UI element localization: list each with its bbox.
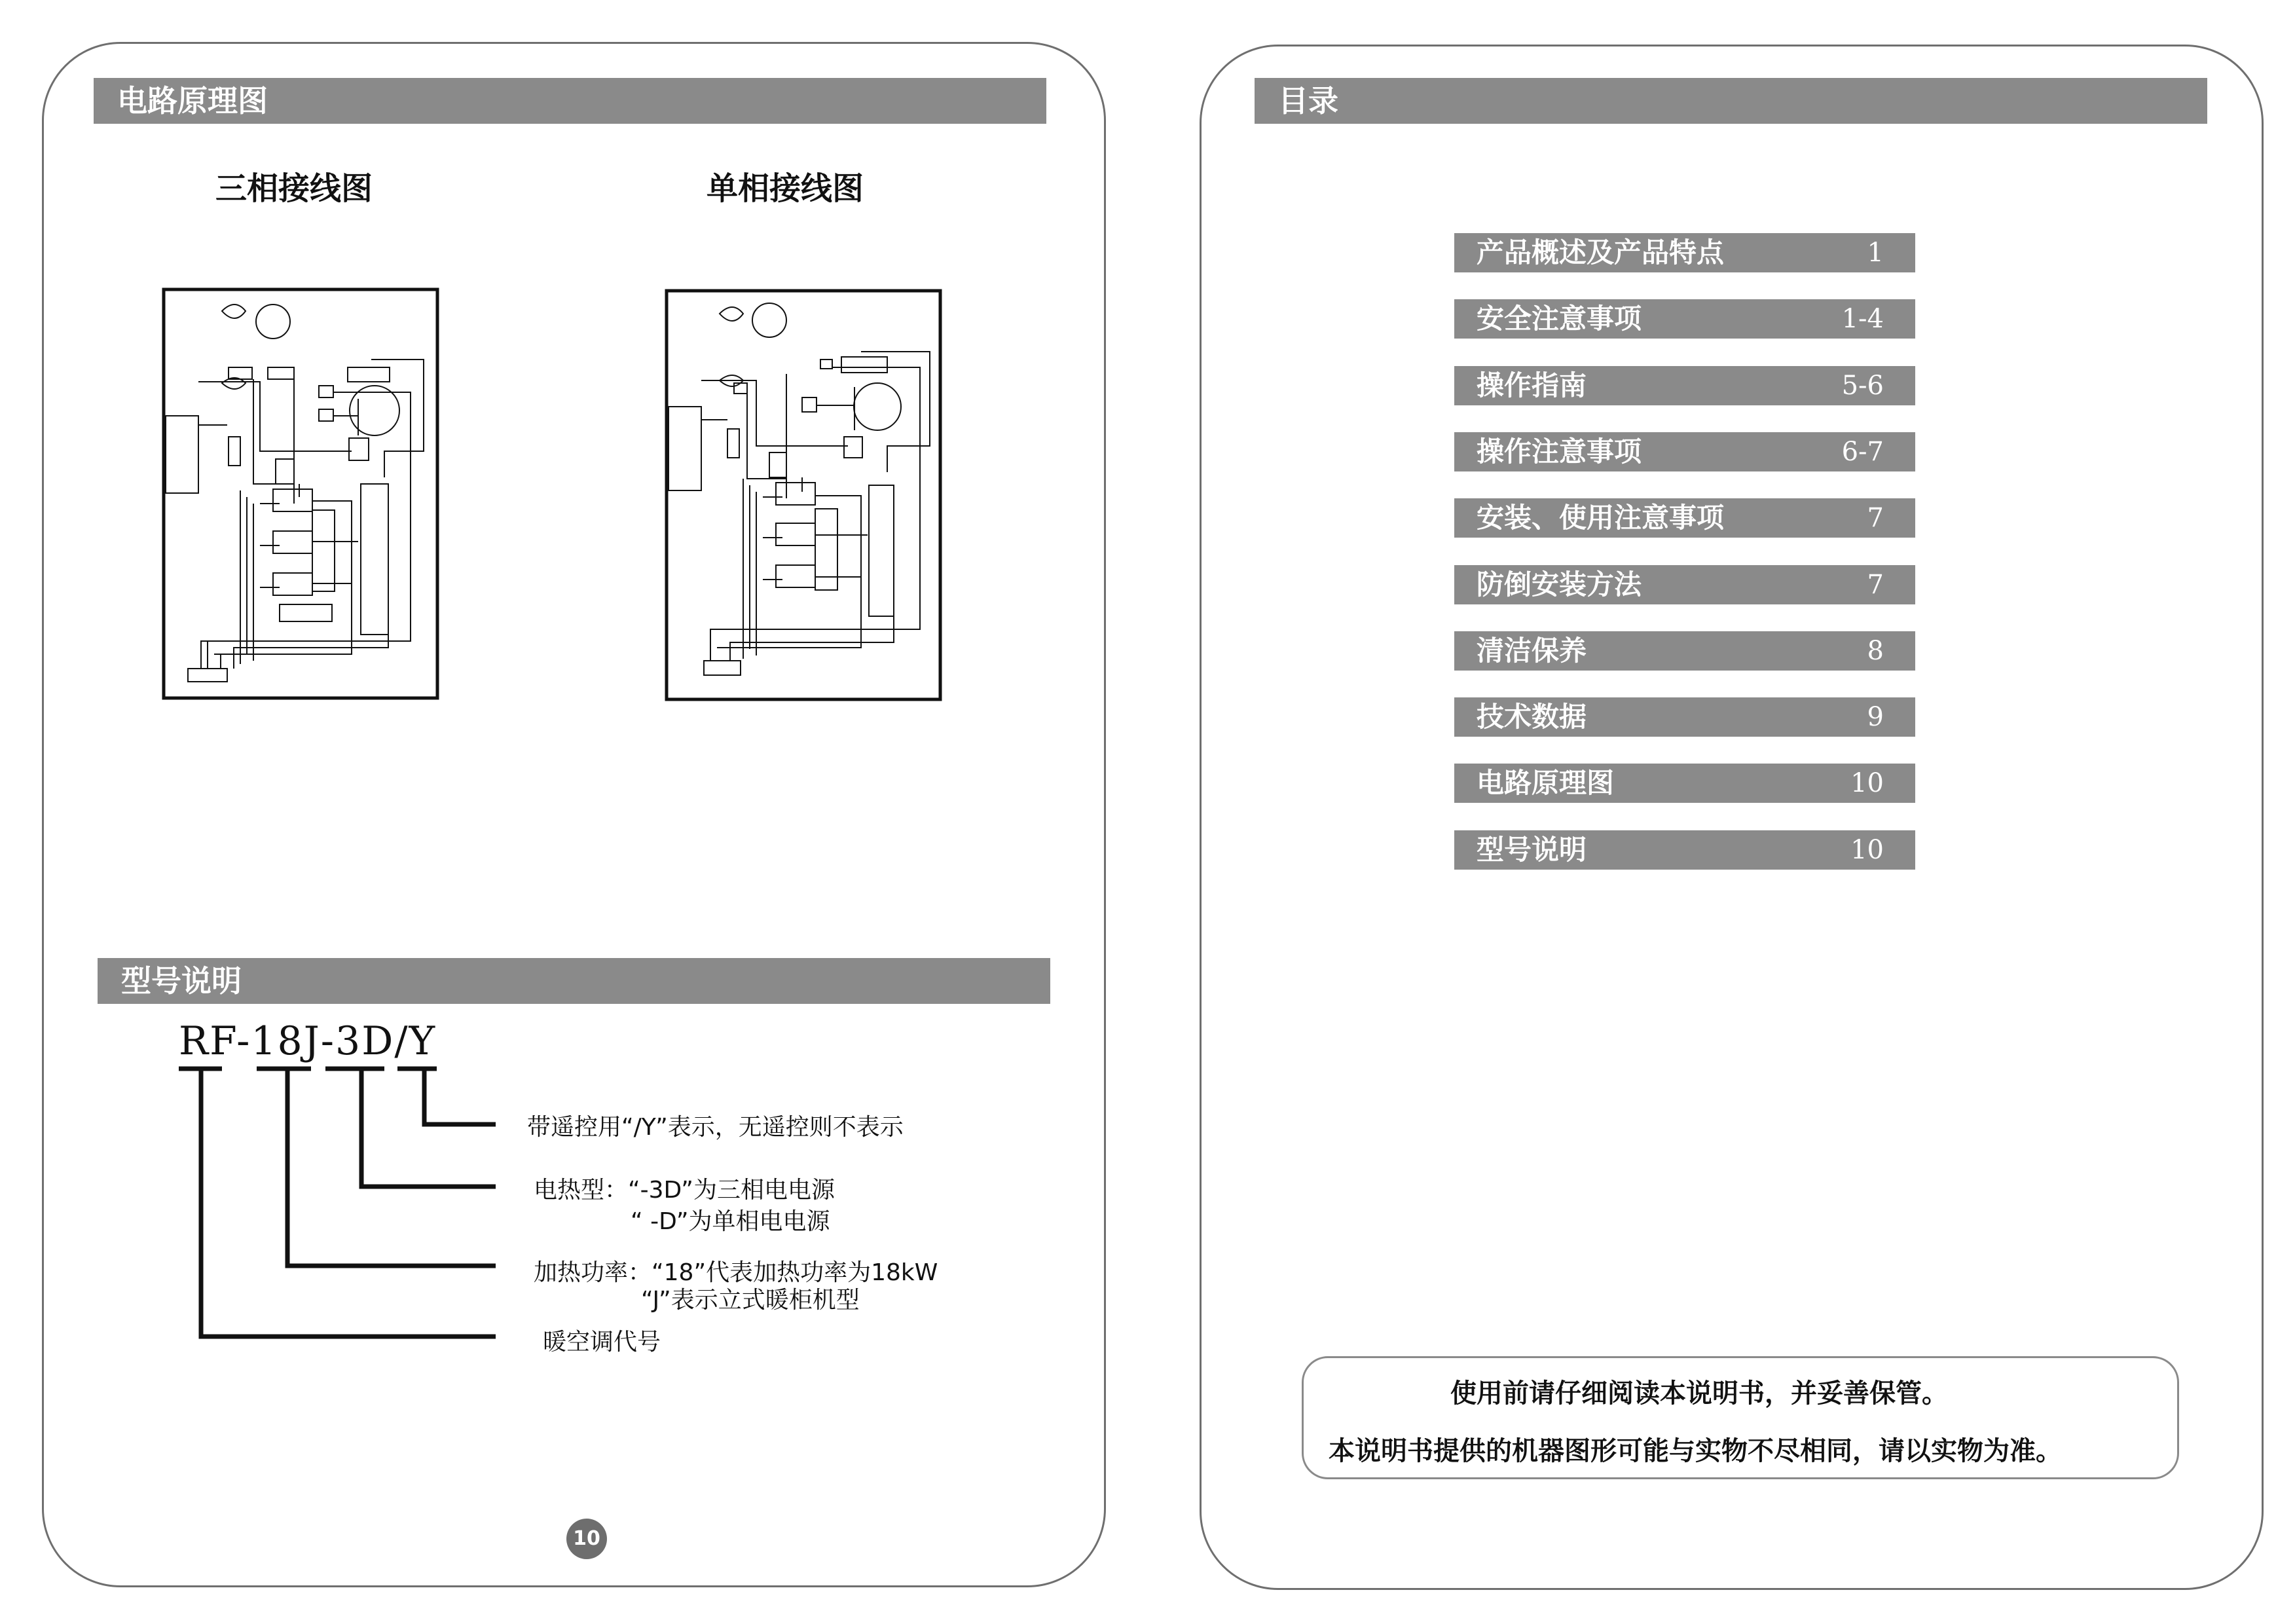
toc-item[interactable] (1454, 233, 1915, 272)
toc-item-label: 技术数据 (1477, 701, 1587, 733)
toc-item-page: 10 (1850, 768, 1884, 798)
notice-box (1302, 1356, 2179, 1479)
page-number-badge: 10 (566, 1519, 607, 1559)
power-description-2: “J”表示立式暖柜机型 (641, 1287, 860, 1314)
toc-item-label: 产品概述及产品特点 (1477, 236, 1725, 268)
code-description: 暖空调代号 (543, 1329, 661, 1356)
toc-item-page: 5-6 (1841, 371, 1884, 401)
model-annotation-lines (44, 44, 1108, 1589)
toc-item[interactable] (1454, 565, 1915, 604)
toc-item-label: 安全注意事项 (1477, 303, 1642, 335)
toc-header: 目录 (1255, 78, 2207, 124)
toc-item-page: 9 (1867, 702, 1884, 732)
model-section-header: 型号说明 (98, 958, 1050, 1004)
toc-item[interactable] (1454, 697, 1915, 737)
power-description: 加热功率：“18”代表加热功率为18kW (534, 1259, 938, 1286)
toc-item-label: 安装、使用注意事项 (1477, 502, 1725, 534)
notice-line-1: 使用前请仔细阅读本说明书，并妥善保管。 (1450, 1378, 1948, 1409)
three-phase-diagram-title: 三相接线图 (215, 170, 373, 207)
notice-line-2: 本说明书提供的机器图形可能与实物不尽相同，请以实物为准。 (1329, 1436, 2062, 1466)
toc-item[interactable] (1454, 432, 1915, 471)
toc-item-page: 1 (1867, 238, 1884, 268)
toc-item-label: 操作指南 (1477, 369, 1587, 401)
single-phase-diagram-title: 单相接线图 (707, 170, 864, 207)
remote-description: 带遥控用“/Y”表示，无遥控则不表示 (527, 1114, 904, 1141)
circuit-section-header: 电路原理图 (94, 78, 1046, 124)
toc-item[interactable] (1454, 631, 1915, 671)
toc-item-page: 7 (1867, 570, 1884, 600)
toc-item-label: 型号说明 (1477, 834, 1587, 866)
page-right (1200, 45, 2264, 1590)
heating-type-description-2: “ -D”为单相电电源 (631, 1208, 830, 1235)
toc-item-label: 操作注意事项 (1477, 435, 1642, 468)
toc-item[interactable] (1454, 299, 1915, 339)
toc-item-label: 清洁保养 (1477, 635, 1587, 667)
toc-item[interactable] (1454, 366, 1915, 405)
toc-item-label: 防倒安装方法 (1477, 568, 1642, 600)
toc-item-page: 8 (1867, 636, 1884, 666)
toc-item-page: 1-4 (1841, 304, 1884, 334)
toc-item[interactable] (1454, 498, 1915, 538)
toc-item-page: 7 (1867, 503, 1884, 533)
toc-item[interactable] (1454, 830, 1915, 870)
heating-type-description: 电热型：“-3D”为三相电电源 (534, 1177, 835, 1204)
toc-item[interactable] (1454, 764, 1915, 803)
toc-item-page: 10 (1850, 835, 1884, 865)
toc-item-page: 6-7 (1841, 437, 1884, 467)
toc-item-label: 电路原理图 (1477, 767, 1615, 799)
page-left (42, 42, 1106, 1587)
model-code: RF-18J-3D/Y (179, 1018, 437, 1064)
